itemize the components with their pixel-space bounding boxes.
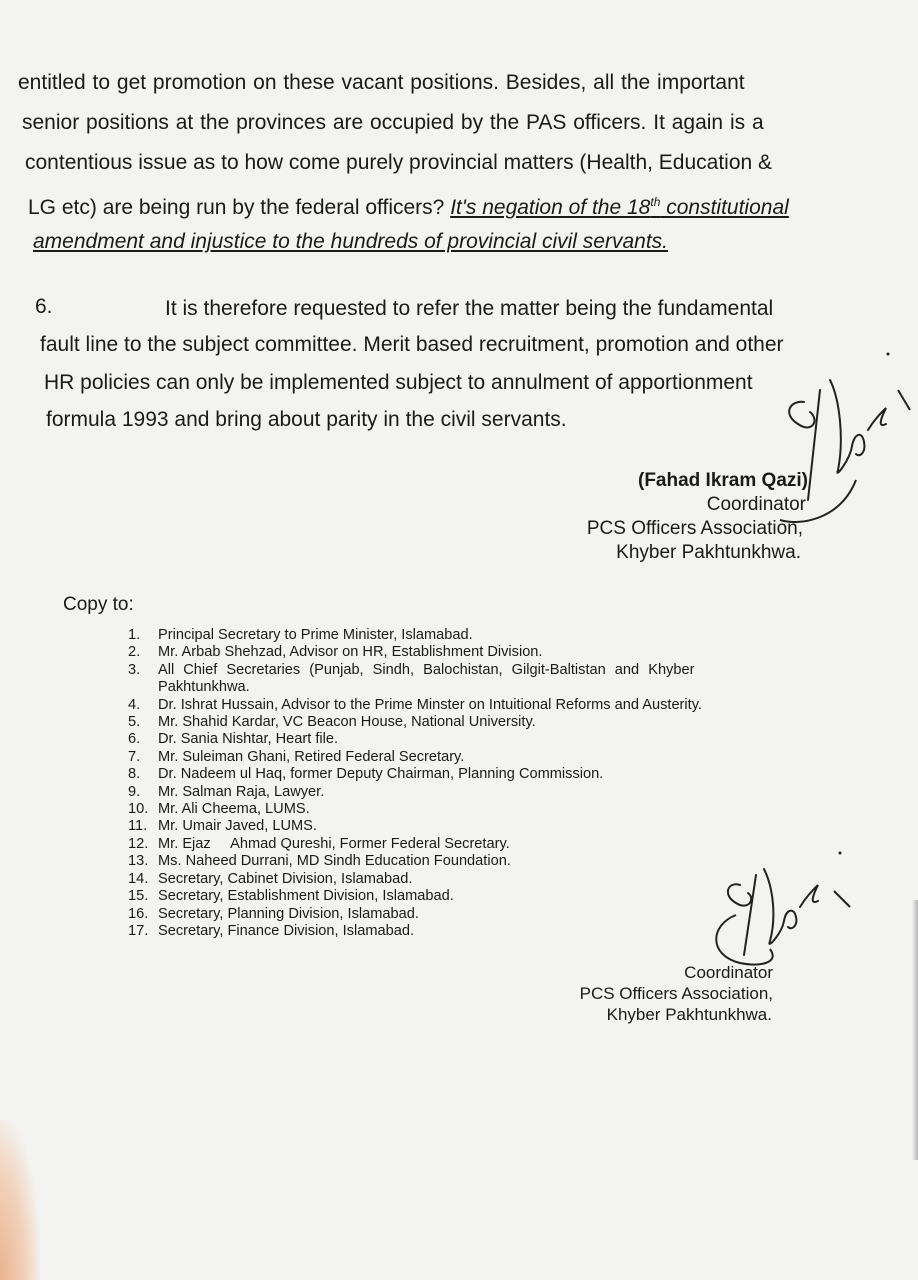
handwritten-signature-2 — [700, 845, 870, 970]
page-edge-shadow — [912, 900, 918, 1160]
list-text: Secretary, Establishment Division, Islamabad. — [158, 888, 454, 905]
para-6-line-1: It is therefore requested to refer the matter being the fundamental — [165, 297, 774, 320]
list-item — [128, 818, 792, 835]
list-item — [128, 714, 792, 731]
list-number: 5. — [128, 714, 141, 731]
list-item — [128, 766, 792, 783]
list-number: 8. — [128, 766, 141, 783]
underlined-text-a: It's negation of the 18 — [450, 196, 651, 219]
list-text: Mr. Umair Javed, LUMS. — [158, 818, 317, 835]
list-item — [128, 801, 792, 818]
list-text: Mr. Suleiman Ghani, Retired Federal Secretary. — [158, 748, 465, 765]
body-line-4-text: LG etc) are being run by the federal officers? — [28, 196, 445, 219]
list-text: Principal Secretary to Prime Minister, Islamabad. — [158, 627, 473, 643]
list-item — [128, 906, 792, 923]
list-text: Ms. Naheed Durrani, MD Sindh Education Foundation. — [158, 853, 511, 870]
signatory-province: Khyber Pakhtunkhwa. — [616, 542, 801, 563]
copy-to-list — [128, 627, 792, 940]
list-text: Dr. Ishrat Hussain, Advisor to the Prime Minster on Intuitional Reforms and Austerity. — [158, 696, 702, 713]
list-text: All Chief Secretaries (Punjab, Sindh, Balochistan, Gilgit-Baltistan and Khyber Pakhtunkhwa. — [158, 661, 695, 696]
list-item — [128, 888, 792, 905]
list-item — [128, 627, 792, 644]
coordinator-title-2: Coordinator — [684, 963, 773, 982]
list-item — [128, 749, 792, 766]
association-name-2: PCS Officers Association, — [579, 984, 773, 1003]
list-number: 11. — [128, 818, 148, 835]
list-text: Dr. Sania Nishtar, Heart file. — [158, 731, 339, 748]
underlined-sentence-part-1 — [450, 196, 789, 219]
list-number: 13. — [128, 853, 149, 870]
signatory-title: Coordinator — [706, 494, 806, 515]
para-6-number: 6. — [35, 295, 53, 318]
para-6-line-3: HR policies can only be implemented subject to annulment of apportionment — [44, 371, 753, 394]
body-line-1: entitled to get promotion on these vacant positions. Besides, all the important — [18, 71, 745, 94]
list-number: 6. — [128, 731, 141, 748]
handwritten-signature-1 — [760, 350, 918, 530]
signatory-org: PCS Officers Association, — [586, 518, 803, 539]
superscript-th: th — [650, 195, 661, 209]
list-text: Mr. Arbab Shehzad, Advisor on HR, Establishment Division. — [158, 644, 543, 661]
signatory-name: (Fahad Ikram Qazi) — [638, 470, 808, 491]
list-item — [128, 853, 792, 870]
list-number: 12. — [128, 835, 149, 852]
list-number: 7. — [128, 748, 141, 765]
list-number: 9. — [128, 783, 141, 800]
list-item — [128, 923, 792, 940]
list-text: Mr. Salman Raja, Lawyer. — [158, 783, 325, 800]
list-number: 16. — [128, 905, 149, 922]
list-item — [128, 836, 792, 853]
list-item — [128, 784, 792, 801]
underlined-sentence-part-2: amendment and injustice to the hundreds of provincial civil servants. — [33, 230, 669, 253]
list-text: Secretary, Planning Division, Islamabad. — [158, 905, 419, 922]
list-number: 3. — [128, 661, 141, 678]
list-number: 17. — [128, 922, 149, 939]
list-item — [128, 644, 792, 661]
list-number: 15. — [128, 888, 149, 905]
para-6-line-2: fault line to the subject committee. Merit based recruitment, promotion and other — [40, 333, 784, 356]
list-number: 2. — [128, 644, 141, 661]
list-item — [128, 697, 792, 714]
para-6-line-4: formula 1993 and bring about parity in the civil servants. — [46, 408, 567, 431]
list-text: Dr. Nadeem ul Haq, former Deputy Chairman, Planning Commission. — [158, 766, 604, 783]
body-line-4 — [28, 189, 789, 221]
finger-shadow — [0, 1120, 40, 1280]
list-text: Mr. Shahid Kardar, VC Beacon House, National University. — [158, 714, 536, 731]
list-number: 1. — [128, 627, 141, 643]
copy-to-heading: Copy to: — [63, 594, 134, 615]
list-number: 14. — [128, 870, 149, 887]
list-text: Secretary, Cabinet Division, Islamabad. — [158, 870, 413, 887]
list-item — [128, 871, 792, 888]
province-2: Khyber Pakhtunkhwa. — [606, 1005, 772, 1024]
list-item — [128, 731, 792, 748]
list-number: 4. — [128, 696, 141, 713]
underlined-text-b: constitutional — [660, 196, 789, 219]
list-item — [128, 662, 792, 697]
list-text: Mr. Ejaz Ahmad Qureshi, Former Federal Secretary. — [158, 835, 510, 852]
body-line-2: senior positions at the provinces are occupied by the PAS officers. It again is a — [22, 111, 764, 134]
list-number: 10. — [128, 801, 149, 818]
list-text: Mr. Ali Cheema, LUMS. — [158, 801, 310, 818]
list-text: Secretary, Finance Division, Islamabad. — [158, 922, 415, 939]
body-line-3: contentious issue as to how come purely provincial matters (Health, Education & — [25, 151, 773, 174]
